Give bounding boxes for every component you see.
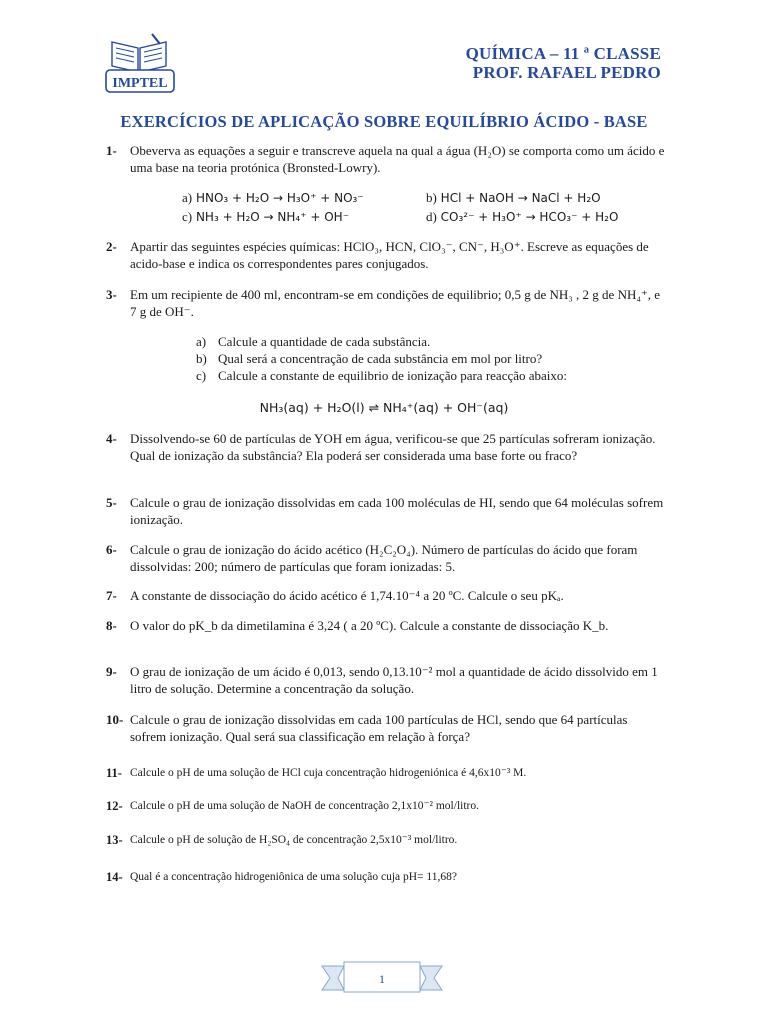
logo-text: IMPTEL [112, 76, 168, 91]
course-title: QUÍMICA – 11 ª CLASSE [465, 44, 661, 63]
q1-option-a: a) HNO₃ + H₂O → H₃O⁺ + NO₃⁻ [182, 190, 364, 205]
question-number: 14- [106, 870, 123, 884]
question-text: Calcule o pH de solução de H₂SO₄ de concentração 2,5x10⁻³ mol/litro. [130, 834, 458, 846]
q3-sub-items [196, 333, 567, 384]
question-text: Calcule o grau de ionização do ácido acético (H₂C₂O₄). Número de partículas do ácido que foram dissolvidas: 200; número de partículas que foram ionizadas: 5. [130, 542, 638, 574]
q3-equation: NH₃(aq) + H₂O(l) ⇌ NH₄⁺(aq) + OH⁻(aq) [259, 400, 509, 415]
question-number: 4- [106, 431, 117, 446]
q1-option-d: d) CO₃²⁻ + H₃O⁺ → HCO₃⁻ + H₂O [426, 209, 619, 224]
course-header [466, 44, 661, 82]
question-text: O valor do pK_b da dimetilamina é 3,24 ( a 20 ºC). Calcule a constante de dissociação K_b. [130, 618, 609, 633]
q1-option-b: b) HCl + NaOH → NaCl + H₂O [426, 190, 601, 205]
question-text: A constante de dissociação do ácido acético é 1,74.10⁻⁴ a 20 ºC. Calcule o seu pKₐ. [130, 588, 564, 603]
question-text: O grau de ionização de um ácido é 0,013, sendo 0,13.10⁻² mol a quantidade de ácido dissolvido em 1 litro de solução. Determine a concentração da solução. [130, 664, 658, 696]
question-number: 5- [106, 495, 117, 510]
q1-option-c: c) NH₃ + H₂O → NH₄⁺ + OH⁻ [182, 209, 350, 224]
question-text: Calcule o pH de uma solução de HCl cuja concentração hidrogeniónica é 4,6x10⁻³ M. [130, 767, 527, 779]
q3-item-c: c) Calcule a constante de equilibrio de ionização para reacção abaixo: [196, 368, 568, 383]
question-number: 8- [106, 618, 117, 633]
question-number: 12- [106, 799, 123, 813]
question-text: Dissolvendo-se 60 de partículas de YOH em água, verificou-se que 25 partículas sofreram ionização. Qual de ionização da substância? Ela poderá ser considerada uma base forte ou fraco? [130, 431, 656, 463]
q3-item-a: a) Calcule a quantidade de cada substância. [196, 334, 431, 349]
teacher-name: PROF. RAFAEL PEDRO [472, 63, 661, 82]
question-text: Calcule o pH de uma solução de NaOH de concentração 2,1x10⁻² mol/litro. [130, 800, 479, 812]
question-text: Qual é a concentração hidrogeniônica de uma solução cuja pH= 11,68? [130, 871, 457, 883]
question-text: Apartir das seguintes espécies químicas: HClO₃, HCN, ClO₃⁻, CN⁻, H₃O⁺. Escreve as equações de acido-base e indica os correspondentes pares conjugados. [130, 239, 649, 271]
question-text: Em um recipiente de 400 ml, encontram-se em condições de equilibrio; 0,5 g de NH₃ , 2 g de NH₄⁺, e 7 g de OH⁻. [130, 287, 661, 319]
question-text: Calcule o grau de ionização dissolvidas em cada 100 partículas de HCl, sendo que 64 partículas sofrem ionização. Qual será sua classificação em relação à força? [130, 712, 628, 744]
question-number: 10- [106, 712, 124, 727]
question-number: 2- [106, 239, 117, 254]
question-number: 6- [106, 542, 117, 557]
document-title: EXERCÍCIOS DE APLICAÇÃO SOBRE EQUILÍBRIO ÁCIDO - BASE [120, 112, 648, 131]
page-number-banner [320, 960, 444, 996]
page-number: 1 [379, 972, 385, 986]
question-number: 11- [106, 766, 122, 780]
question-text: Obeverva as equações a seguir e transcreve aquela na qual a água (H₂O) se comporta como um ácido e uma base na teoria protónica (Bronsted-Lowry). [130, 143, 665, 175]
question-number: 3- [106, 287, 117, 302]
q3-item-b: b) Qual será a concentração de cada substância em mol por litro? [196, 351, 543, 366]
question-number: 7- [106, 588, 117, 603]
question-number: 9- [106, 664, 117, 679]
imptel-logo [104, 30, 176, 94]
question-text: Calcule o grau de ionização dissolvidas em cada 100 moléculas de HI, sendo que 64 moléculas sofrem ionização. [130, 495, 664, 527]
question-number: 13- [106, 833, 123, 847]
question-number: 1- [106, 143, 117, 158]
